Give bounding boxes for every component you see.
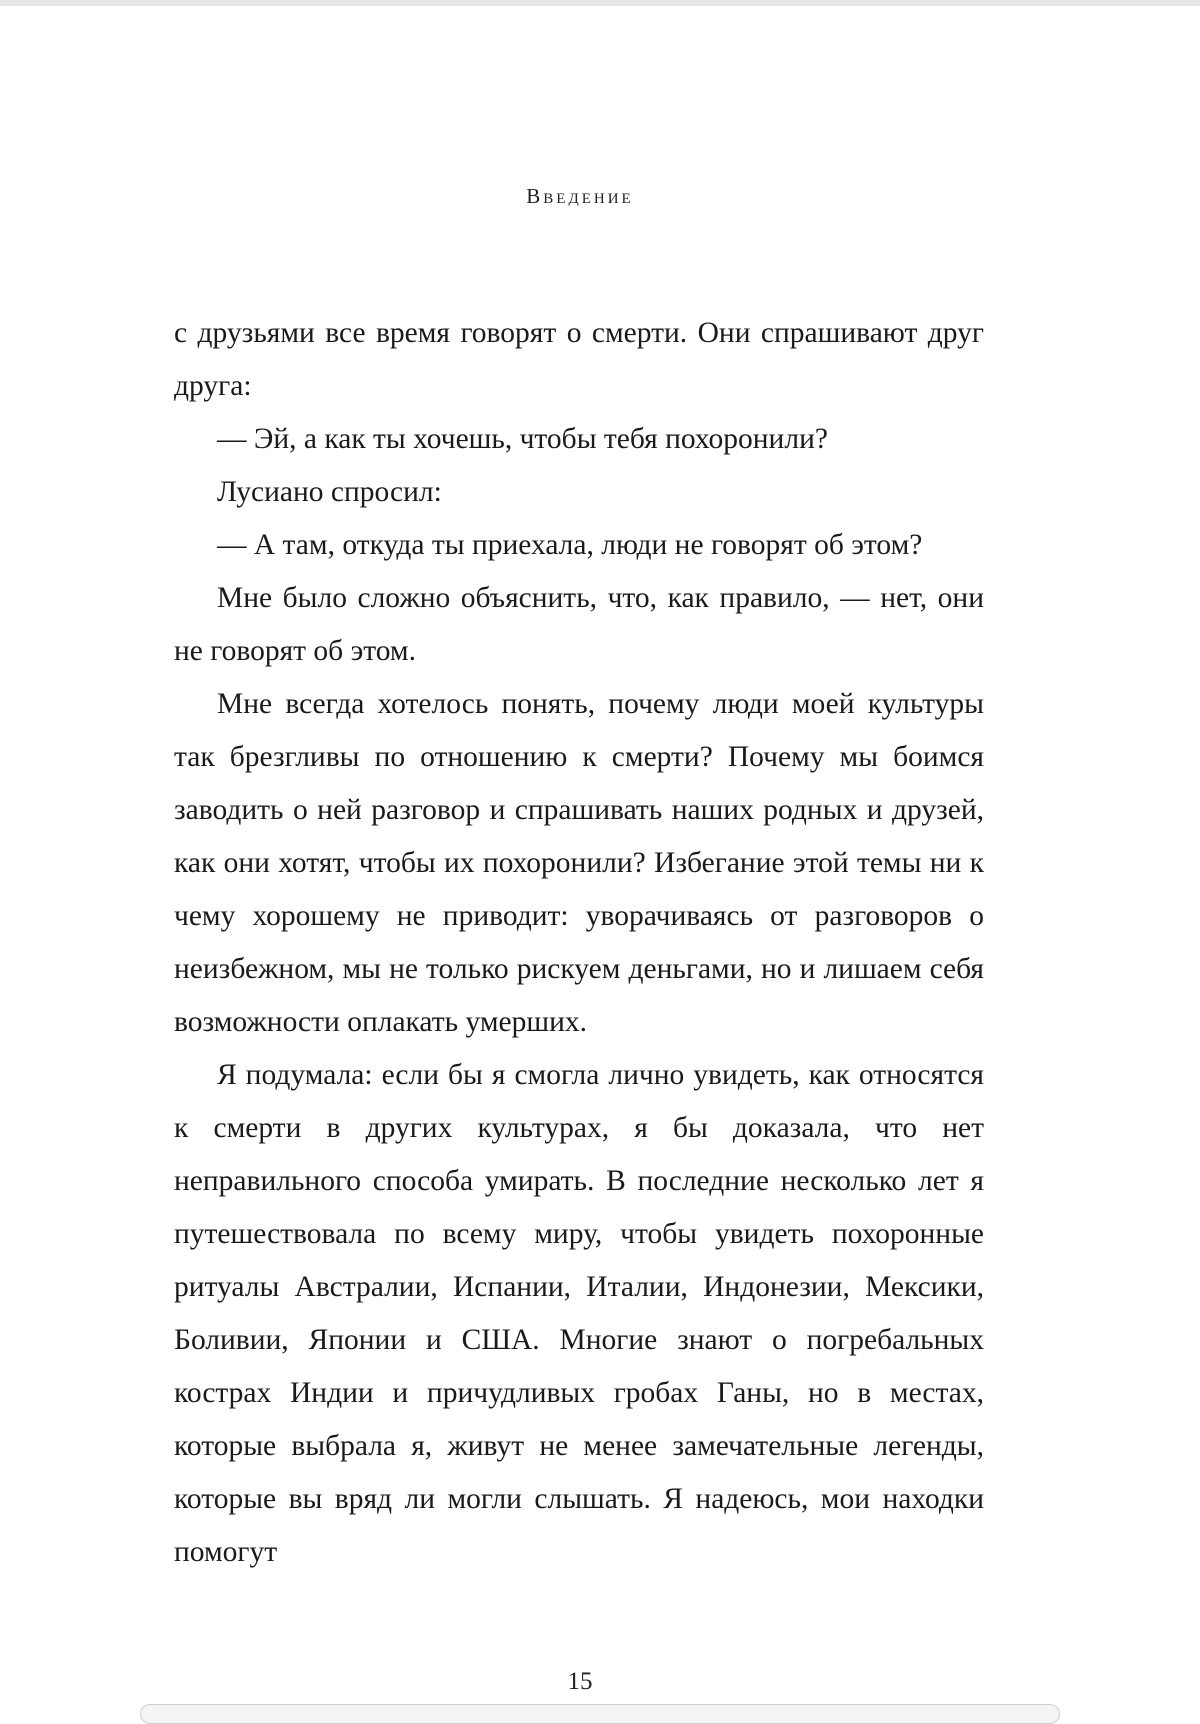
body-text (174, 307, 984, 1579)
paragraph-luciano-asked: Лусиано спросил: (217, 476, 442, 508)
page-number: 15 (567, 1668, 593, 1695)
paragraph-dialogue-question: — Эй, а как ты хочешь, чтобы тебя похоронили? (217, 423, 828, 455)
paragraph-continued: с друзьями все время говорят о смерти. Они спрашивают друг друга: (174, 317, 984, 402)
top-toolbar-strip (0, 0, 1200, 6)
running-head: Введение (526, 184, 634, 208)
paragraph-culture: Мне всегда хотелось понять, почему люди моей культуры так брезгливы по отношению к смерти? Почему мы боимся заводить о ней разговор и спрашивать наших родных и друзей, как они хотят, чтобы их похоронили? Избегание этой темы ни к чему хорошему не приводит: уворачиваясь от разговоров о неизбежном, мы не только рискуем деньгами, но и лишаем себя возможности оплакать умерших. (174, 688, 984, 1038)
paragraph-dialogue-reply: — А там, откуда ты приехала, люди не говорят об этом? (217, 529, 923, 561)
paragraph-travels: Я подумала: если бы я смогла лично увидеть, как относятся к смерти в других культурах, я бы доказала, что нет неправильного способа умирать. В последние несколько лет я путешествовала по всему миру, чтобы увидеть похоронные ритуалы Австралии, Испании, Италии, Индонезии, Мексики, Боливии, Японии и США. Многие знают о погребальных кострах Индии и причудливых гробах Ганы, но в местах, которые выбрала я, живут не менее замечательные легенды, которые вы вряд ли могли слышать. Я надеюсь, мои находки помогут (174, 1059, 984, 1568)
paragraph-explanation: Мне было сложно объяснить, что, как правило, — нет, они не говорят об этом. (174, 582, 984, 667)
bottom-scrollbar[interactable] (140, 1704, 1060, 1724)
